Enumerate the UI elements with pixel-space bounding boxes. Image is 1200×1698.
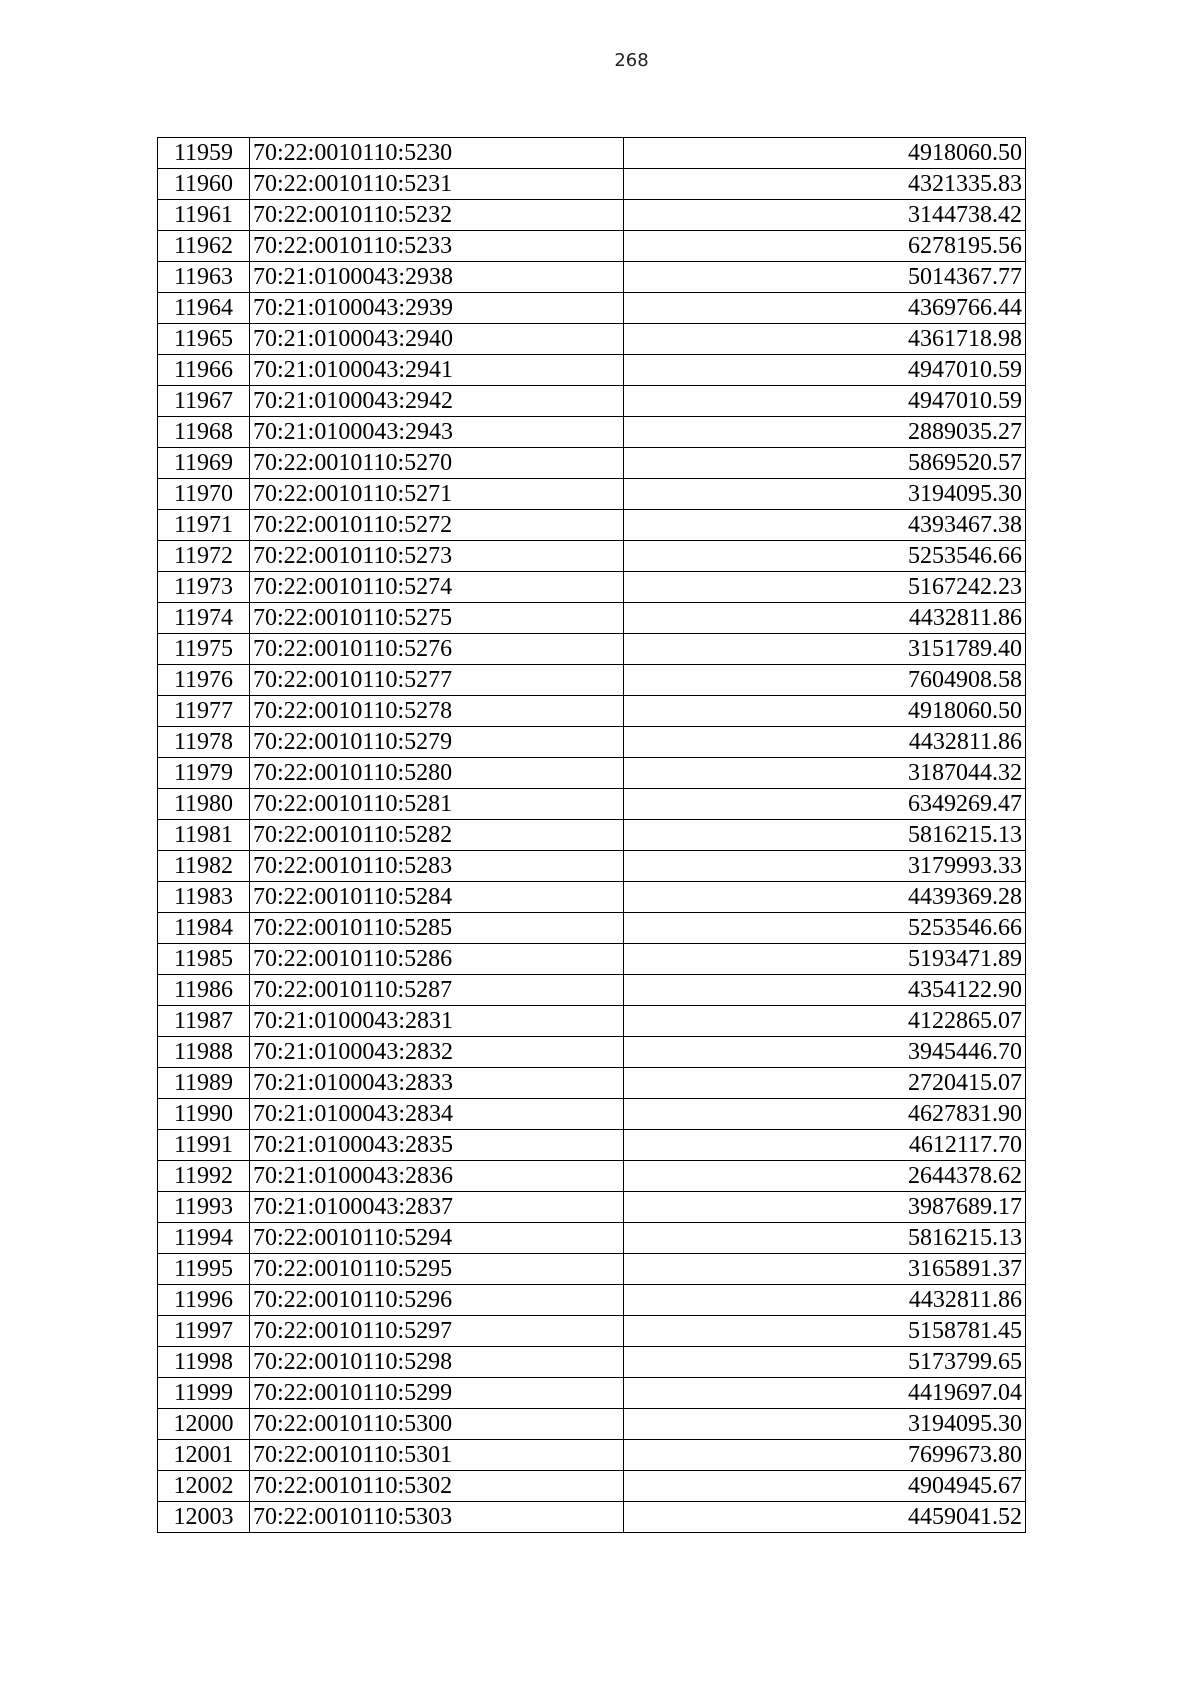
table-row [158,293,1026,324]
cadastral-number-cell: 70:22:0010110:5233 [250,231,624,262]
row-number-cell: 11966 [158,355,250,386]
cadastral-value-cell: 4947010.59 [624,386,1026,417]
cadastral-value-cell: 4432811.86 [624,603,1026,634]
row-number-cell: 11968 [158,417,250,448]
table-row [158,727,1026,758]
cadastral-number-cell: 70:22:0010110:5282 [250,820,624,851]
table-row [158,1347,1026,1378]
cadastral-number-cell: 70:21:0100043:2833 [250,1068,624,1099]
cadastral-number-cell: 70:22:0010110:5302 [250,1471,624,1502]
cadastral-number-cell: 70:21:0100043:2832 [250,1037,624,1068]
cadastral-value-cell: 5253546.66 [624,913,1026,944]
table-row [158,944,1026,975]
table-row [158,1068,1026,1099]
row-number-cell: 11992 [158,1161,250,1192]
table-row [158,262,1026,293]
cadastral-number-cell: 70:21:0100043:2835 [250,1130,624,1161]
table-row [158,603,1026,634]
cadastral-number-cell: 70:22:0010110:5283 [250,851,624,882]
table-row [158,1502,1026,1533]
table-row [158,789,1026,820]
table-row [158,634,1026,665]
cadastral-number-cell: 70:22:0010110:5271 [250,479,624,510]
table-row [158,1285,1026,1316]
table-row [158,324,1026,355]
cadastral-value-cell: 5158781.45 [624,1316,1026,1347]
cadastral-number-cell: 70:21:0100043:2941 [250,355,624,386]
cadastral-value-cell: 6349269.47 [624,789,1026,820]
cadastral-value-cell: 4612117.70 [624,1130,1026,1161]
cadastral-number-cell: 70:21:0100043:2940 [250,324,624,355]
row-number-cell: 11959 [158,138,250,169]
cadastral-value-cell: 4432811.86 [624,727,1026,758]
row-number-cell: 12003 [158,1502,250,1533]
table-row [158,1161,1026,1192]
cadastral-number-cell: 70:22:0010110:5286 [250,944,624,975]
cadastral-value-cell: 6278195.56 [624,231,1026,262]
cadastral-value-cell: 4361718.98 [624,324,1026,355]
row-number-cell: 11967 [158,386,250,417]
table-row [158,169,1026,200]
cadastral-number-cell: 70:22:0010110:5284 [250,882,624,913]
cadastral-value-cell: 4439369.28 [624,882,1026,913]
cadastral-number-cell: 70:21:0100043:2836 [250,1161,624,1192]
cadastral-number-cell: 70:21:0100043:2939 [250,293,624,324]
cadastral-value-cell: 3194095.30 [624,1409,1026,1440]
row-number-cell: 11963 [158,262,250,293]
cadastral-number-cell: 70:21:0100043:2943 [250,417,624,448]
table-row [158,479,1026,510]
cadastral-number-cell: 70:22:0010110:5295 [250,1254,624,1285]
table-row [158,1223,1026,1254]
cadastral-value-cell: 4321335.83 [624,169,1026,200]
cadastral-number-cell: 70:22:0010110:5278 [250,696,624,727]
row-number-cell: 12001 [158,1440,250,1471]
table-row [158,820,1026,851]
cadastral-number-cell: 70:22:0010110:5231 [250,169,624,200]
table-row [158,665,1026,696]
table-row [158,572,1026,603]
cadastral-number-cell: 70:22:0010110:5273 [250,541,624,572]
cadastral-value-cell: 4947010.59 [624,355,1026,386]
row-number-cell: 11996 [158,1285,250,1316]
row-number-cell: 11998 [158,1347,250,1378]
row-number-cell: 11991 [158,1130,250,1161]
row-number-cell: 11989 [158,1068,250,1099]
table-row [158,138,1026,169]
row-number-cell: 11965 [158,324,250,355]
cadastral-number-cell: 70:21:0100043:2938 [250,262,624,293]
table-row [158,696,1026,727]
cadastral-value-cell: 4918060.50 [624,138,1026,169]
cadastral-value-cell: 5173799.65 [624,1347,1026,1378]
cadastral-number-cell: 70:21:0100043:2942 [250,386,624,417]
cadastral-number-cell: 70:22:0010110:5276 [250,634,624,665]
cadastral-value-cell: 4918060.50 [624,696,1026,727]
cadastral-number-cell: 70:22:0010110:5272 [250,510,624,541]
cadastral-value-cell: 5253546.66 [624,541,1026,572]
cadastral-number-cell: 70:22:0010110:5299 [250,1378,624,1409]
table-row [158,448,1026,479]
cadastral-value-cell: 5869520.57 [624,448,1026,479]
row-number-cell: 11982 [158,851,250,882]
row-number-cell: 11994 [158,1223,250,1254]
row-number-cell: 11981 [158,820,250,851]
cadastral-number-cell: 70:22:0010110:5280 [250,758,624,789]
cadastral-value-cell: 5193471.89 [624,944,1026,975]
cadastral-number-cell: 70:22:0010110:5281 [250,789,624,820]
row-number-cell: 11962 [158,231,250,262]
table-row [158,231,1026,262]
cadastral-number-cell: 70:22:0010110:5297 [250,1316,624,1347]
table-row [158,1409,1026,1440]
table-row [158,355,1026,386]
table-row [158,1440,1026,1471]
cadastral-number-cell: 70:21:0100043:2837 [250,1192,624,1223]
table-row [158,758,1026,789]
cadastral-number-cell: 70:22:0010110:5275 [250,603,624,634]
cadastral-number-cell: 70:22:0010110:5296 [250,1285,624,1316]
page-number: 268 [614,50,649,71]
row-number-cell: 12002 [158,1471,250,1502]
table-body [158,138,1026,1533]
table-row [158,541,1026,572]
cadastral-value-cell: 5167242.23 [624,572,1026,603]
cadastral-value-cell: 7699673.80 [624,1440,1026,1471]
cadastral-number-cell: 70:22:0010110:5303 [250,1502,624,1533]
row-number-cell: 11964 [158,293,250,324]
row-number-cell: 11987 [158,1006,250,1037]
cadastral-value-cell: 4369766.44 [624,293,1026,324]
row-number-cell: 11974 [158,603,250,634]
cadastral-value-cell: 4419697.04 [624,1378,1026,1409]
table-row [158,1254,1026,1285]
cadastral-value-cell: 3179993.33 [624,851,1026,882]
table-row [158,913,1026,944]
cadastral-value-cell: 2720415.07 [624,1068,1026,1099]
table-row [158,386,1026,417]
cadastral-number-cell: 70:22:0010110:5294 [250,1223,624,1254]
table-row [158,1006,1026,1037]
table-row [158,1099,1026,1130]
table-row [158,1316,1026,1347]
cadastral-value-cell: 3945446.70 [624,1037,1026,1068]
cadastral-value-cell: 3165891.37 [624,1254,1026,1285]
table-row [158,200,1026,231]
cadastral-number-cell: 70:22:0010110:5301 [250,1440,624,1471]
cadastral-value-cell: 4627831.90 [624,1099,1026,1130]
row-number-cell: 11969 [158,448,250,479]
row-number-cell: 11990 [158,1099,250,1130]
cadastral-number-cell: 70:22:0010110:5298 [250,1347,624,1378]
table-row [158,1192,1026,1223]
cadastral-value-cell: 4432811.86 [624,1285,1026,1316]
table-row [158,510,1026,541]
cadastral-number-cell: 70:21:0100043:2831 [250,1006,624,1037]
cadastral-number-cell: 70:22:0010110:5274 [250,572,624,603]
cadastral-number-cell: 70:22:0010110:5232 [250,200,624,231]
cadastral-number-cell: 70:22:0010110:5287 [250,975,624,1006]
cadastral-value-cell: 3987689.17 [624,1192,1026,1223]
cadastral-value-cell: 5816215.13 [624,1223,1026,1254]
cadastral-value-cell: 4459041.52 [624,1502,1026,1533]
cadastral-value-cell: 4393467.38 [624,510,1026,541]
cadastral-value-cell: 3194095.30 [624,479,1026,510]
row-number-cell: 11979 [158,758,250,789]
cadastral-value-cell: 4122865.07 [624,1006,1026,1037]
row-number-cell: 11978 [158,727,250,758]
row-number-cell: 11999 [158,1378,250,1409]
table-row [158,1130,1026,1161]
cadastral-value-cell: 3151789.40 [624,634,1026,665]
cadastral-value-cell: 4904945.67 [624,1471,1026,1502]
table-row [158,1471,1026,1502]
row-number-cell: 11976 [158,665,250,696]
cadastral-value-cell: 5014367.77 [624,262,1026,293]
cadastral-value-cell: 5816215.13 [624,820,1026,851]
table-row [158,1037,1026,1068]
cadastral-number-cell: 70:22:0010110:5270 [250,448,624,479]
row-number-cell: 11986 [158,975,250,1006]
cadastral-value-cell: 2644378.62 [624,1161,1026,1192]
row-number-cell: 11961 [158,200,250,231]
row-number-cell: 11983 [158,882,250,913]
row-number-cell: 11995 [158,1254,250,1285]
row-number-cell: 11970 [158,479,250,510]
row-number-cell: 11972 [158,541,250,572]
row-number-cell: 11985 [158,944,250,975]
cadastral-value-table [157,137,1026,1533]
cadastral-value-cell: 3187044.32 [624,758,1026,789]
table-row [158,851,1026,882]
row-number-cell: 11984 [158,913,250,944]
row-number-cell: 11960 [158,169,250,200]
row-number-cell: 11977 [158,696,250,727]
row-number-cell: 11980 [158,789,250,820]
cadastral-number-cell: 70:22:0010110:5300 [250,1409,624,1440]
row-number-cell: 11993 [158,1192,250,1223]
table-row [158,975,1026,1006]
table-row [158,417,1026,448]
cadastral-value-cell: 7604908.58 [624,665,1026,696]
cadastral-number-cell: 70:22:0010110:5277 [250,665,624,696]
row-number-cell: 11988 [158,1037,250,1068]
cadastral-value-cell: 3144738.42 [624,200,1026,231]
cadastral-number-cell: 70:21:0100043:2834 [250,1099,624,1130]
cadastral-number-cell: 70:22:0010110:5279 [250,727,624,758]
cadastral-value-cell: 4354122.90 [624,975,1026,1006]
table-row [158,1378,1026,1409]
row-number-cell: 11971 [158,510,250,541]
cadastral-number-cell: 70:22:0010110:5230 [250,138,624,169]
row-number-cell: 11975 [158,634,250,665]
cadastral-number-cell: 70:22:0010110:5285 [250,913,624,944]
row-number-cell: 11997 [158,1316,250,1347]
table-row [158,882,1026,913]
cadastral-value-cell: 2889035.27 [624,417,1026,448]
row-number-cell: 12000 [158,1409,250,1440]
row-number-cell: 11973 [158,572,250,603]
